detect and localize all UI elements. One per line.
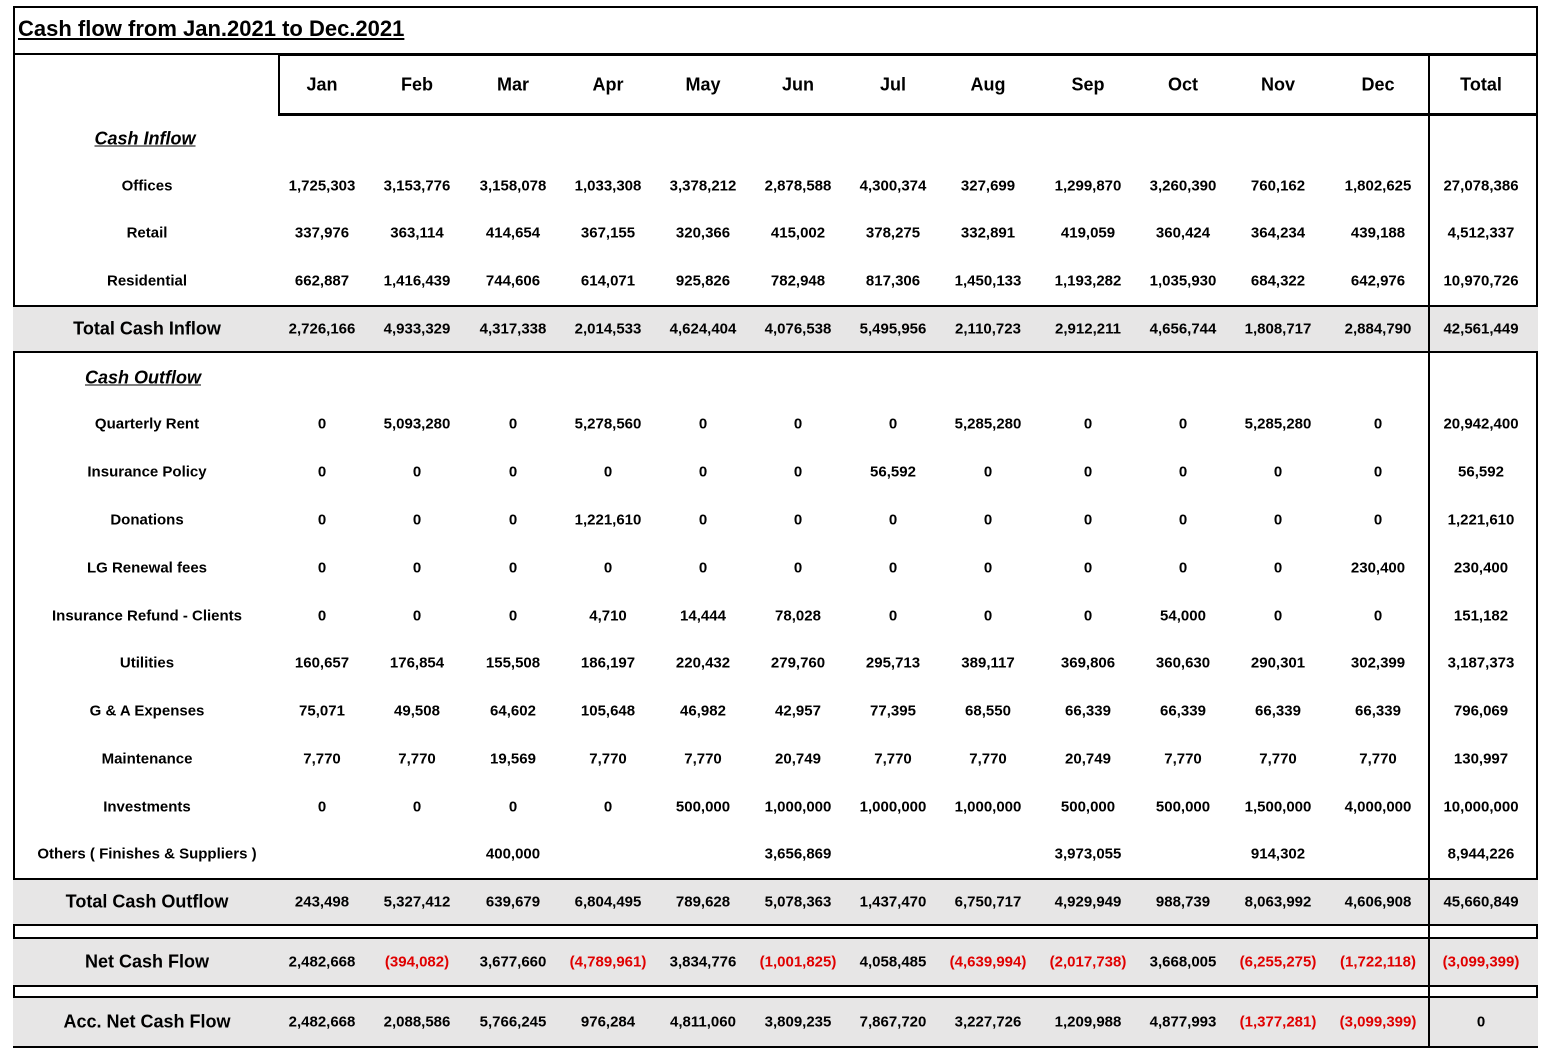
outflow-row-2-value-jul: 0 <box>888 511 898 529</box>
inflow-row-0-value-sep: 1,299,870 <box>1054 177 1122 195</box>
outflow-row-2-value-dec: 0 <box>1373 511 1383 529</box>
outflow-row-4-label: Insurance Refund - Clients <box>51 607 243 625</box>
outflow-row-1-value-dec: 0 <box>1373 463 1383 481</box>
outflow-row-0-value-jul: 0 <box>888 415 898 433</box>
outflow-row-3-value-mar: 0 <box>508 559 518 577</box>
inflow-row-0-value-oct: 3,260,390 <box>1149 177 1217 195</box>
inflow-row-1-value-jul: 378,275 <box>865 224 921 242</box>
outflow-row-0-label: Quarterly Rent <box>94 415 200 433</box>
outflow-row-9-value-mar: 400,000 <box>485 845 541 863</box>
inflow-row-2-value-jun: 782,948 <box>770 272 826 290</box>
net-cash-flow-value-apr: (4,789,961) <box>569 953 647 971</box>
total-cash-outflow-value-may: 789,628 <box>675 893 731 911</box>
outflow-row-9-value-sep: 3,973,055 <box>1054 845 1122 863</box>
month-header-nov: Nov <box>1260 74 1296 95</box>
outflow-row-7-value-jun: 20,749 <box>775 750 821 768</box>
total-cash-inflow-value-dec: 2,884,790 <box>1344 320 1412 338</box>
total-cash-inflow-total: 42,561,449 <box>1443 320 1519 338</box>
outflow-row-6-value-may: 46,982 <box>680 702 726 720</box>
outflow-row-4-value-dec: 0 <box>1373 607 1383 625</box>
net-cash-flow-value-nov: (6,255,275) <box>1239 953 1317 971</box>
inflow-row-1-value-jan: 337,976 <box>294 224 350 242</box>
outflow-row-1-value-oct: 0 <box>1178 463 1188 481</box>
outflow-row-1-value-feb: 0 <box>412 463 422 481</box>
inflow-row-0-value-apr: 1,033,308 <box>574 177 642 195</box>
acc-net-cash-flow-value-jan: 2,482,668 <box>288 1013 356 1031</box>
inflow-row-2-total: 10,970,726 <box>1443 272 1519 290</box>
net-cash-flow-value-may: 3,834,776 <box>669 953 737 971</box>
total-cash-outflow-value-jun: 5,078,363 <box>764 893 832 911</box>
month-header-aug: Aug <box>970 74 1006 95</box>
outflow-row-0-value-jan: 0 <box>317 415 327 433</box>
outflow-row-6-value-feb: 49,508 <box>394 702 440 720</box>
outflow-row-4-value-nov: 0 <box>1273 607 1283 625</box>
total-cash-outflow-value-sep: 4,929,949 <box>1054 893 1122 911</box>
outflow-row-3-value-nov: 0 <box>1273 559 1283 577</box>
inflow-row-0-value-jan: 1,725,303 <box>288 177 356 195</box>
net-cash-flow-value-aug: (4,639,994) <box>949 953 1027 971</box>
total-cash-outflow-value-feb: 5,327,412 <box>383 893 451 911</box>
inflow-row-2-label: Residential <box>106 272 188 290</box>
outflow-row-8-total: 10,000,000 <box>1443 798 1519 816</box>
inflow-row-1-value-feb: 363,114 <box>390 224 444 242</box>
inflow-row-0-label: Offices <box>121 177 173 195</box>
outflow-row-8-value-nov: 1,500,000 <box>1244 798 1312 816</box>
sheet-title: Cash flow from Jan.2021 to Dec.2021 <box>18 16 405 41</box>
inflow-row-2-value-mar: 744,606 <box>485 272 541 290</box>
acc-net-cash-flow-value-jul: 7,867,720 <box>859 1013 927 1031</box>
inflow-row-0-total: 27,078,386 <box>1443 177 1519 195</box>
inflow-row-1-value-sep: 419,059 <box>1060 224 1116 242</box>
outflow-row-6-value-apr: 105,648 <box>580 702 636 720</box>
outflow-row-9-value-nov: 914,302 <box>1250 845 1306 863</box>
outflow-row-8-value-may: 500,000 <box>675 798 731 816</box>
outflow-row-1-value-may: 0 <box>698 463 708 481</box>
outflow-row-1-value-sep: 0 <box>1083 463 1093 481</box>
outflow-row-2-value-jun: 0 <box>793 511 803 529</box>
outflow-row-0-value-apr: 5,278,560 <box>574 415 642 433</box>
outflow-row-3-value-sep: 0 <box>1083 559 1093 577</box>
total-header: Total <box>1460 74 1502 95</box>
outflow-row-5-value-sep: 369,806 <box>1060 654 1116 672</box>
month-header-dec: Dec <box>1361 74 1395 95</box>
outflow-row-6-value-sep: 66,339 <box>1065 702 1111 720</box>
outflow-row-7-value-sep: 20,749 <box>1065 750 1111 768</box>
outflow-row-4-value-sep: 0 <box>1083 607 1093 625</box>
outflow-row-4-value-feb: 0 <box>412 607 422 625</box>
month-header-may: May <box>685 74 721 95</box>
outflow-row-1-value-jun: 0 <box>793 463 803 481</box>
outflow-row-2-value-sep: 0 <box>1083 511 1093 529</box>
inflow-row-1-value-oct: 360,424 <box>1155 224 1211 242</box>
outflow-row-1-value-apr: 0 <box>603 463 613 481</box>
inflow-row-2-value-may: 925,826 <box>675 272 731 290</box>
outflow-row-2-value-nov: 0 <box>1273 511 1283 529</box>
month-header-apr: Apr <box>592 74 624 95</box>
outflow-row-3-total: 230,400 <box>1453 559 1509 577</box>
outflow-row-1-value-jan: 0 <box>317 463 327 481</box>
outflow-row-9-value-jun: 3,656,869 <box>764 845 832 863</box>
outflow-row-7-value-aug: 7,770 <box>969 750 1007 768</box>
outflow-row-6-value-dec: 66,339 <box>1355 702 1401 720</box>
outflow-row-0-value-may: 0 <box>698 415 708 433</box>
acc-net-cash-flow-value-aug: 3,227,726 <box>954 1013 1022 1031</box>
outflow-row-3-value-dec: 230,400 <box>1350 559 1406 577</box>
outflow-row-4-value-jul: 0 <box>888 607 898 625</box>
inflow-row-0-value-aug: 327,699 <box>960 177 1016 195</box>
outflow-row-3-value-jan: 0 <box>317 559 327 577</box>
total-cash-outflow-label: Total Cash Outflow <box>65 891 229 912</box>
acc-net-cash-flow-value-jun: 3,809,235 <box>764 1013 832 1031</box>
net-cash-flow-value-dec: (1,722,118) <box>1340 953 1416 971</box>
outflow-row-7-value-mar: 19,569 <box>490 750 536 768</box>
acc-net-cash-flow-label: Acc. Net Cash Flow <box>63 1011 231 1032</box>
month-header-oct: Oct <box>1167 74 1199 95</box>
outflow-row-8-value-aug: 1,000,000 <box>954 798 1022 816</box>
month-header-sep: Sep <box>1071 74 1105 95</box>
outflow-row-8-label: Investments <box>103 798 191 816</box>
outflow-row-7-value-jul: 7,770 <box>874 750 912 768</box>
outflow-row-1-value-aug: 0 <box>983 463 993 481</box>
outflow-row-6-value-oct: 66,339 <box>1160 702 1206 720</box>
outflow-row-7-value-jan: 7,770 <box>303 750 341 768</box>
outflow-row-8-value-jun: 1,000,000 <box>764 798 832 816</box>
outflow-row-3-value-apr: 0 <box>603 559 613 577</box>
inflow-row-1-value-aug: 332,891 <box>960 224 1016 242</box>
outflow-row-5-value-jan: 160,657 <box>294 654 350 672</box>
outflow-row-5-total: 3,187,373 <box>1447 654 1515 672</box>
inflow-row-2-value-jan: 662,887 <box>294 272 350 290</box>
outflow-row-3-value-aug: 0 <box>983 559 993 577</box>
net-cash-flow-label: Net Cash Flow <box>84 951 210 972</box>
outflow-row-4-total: 151,182 <box>1453 607 1509 625</box>
inflow-row-2-value-nov: 684,322 <box>1250 272 1306 290</box>
inflow-row-1-value-nov: 364,234 <box>1250 224 1306 242</box>
outflow-row-3-value-oct: 0 <box>1178 559 1188 577</box>
cash-inflow-heading: Cash Inflow <box>94 128 196 149</box>
outflow-row-8-value-dec: 4,000,000 <box>1344 798 1412 816</box>
outflow-row-8-value-jan: 0 <box>317 798 327 816</box>
total-cash-outflow-total: 45,660,849 <box>1443 893 1519 911</box>
outflow-row-7-total: 130,997 <box>1453 750 1509 768</box>
outflow-row-5-value-oct: 360,630 <box>1155 654 1211 672</box>
outflow-row-2-value-aug: 0 <box>983 511 993 529</box>
outflow-row-5-value-aug: 389,117 <box>961 654 1015 672</box>
outflow-row-4-value-oct: 54,000 <box>1160 607 1206 625</box>
outflow-row-2-value-apr: 1,221,610 <box>574 511 642 529</box>
outflow-row-2-value-feb: 0 <box>412 511 422 529</box>
outflow-row-0-value-jun: 0 <box>793 415 803 433</box>
total-cash-inflow-value-sep: 2,912,211 <box>1055 320 1121 338</box>
month-header-jan: Jan <box>306 74 338 95</box>
outflow-row-4-value-jan: 0 <box>317 607 327 625</box>
total-cash-inflow-value-aug: 2,110,723 <box>955 320 1021 338</box>
month-header-jul: Jul <box>879 74 907 95</box>
month-header-mar: Mar <box>496 74 530 95</box>
net-cash-flow-value-sep: (2,017,738) <box>1049 953 1127 971</box>
inflow-row-2-value-aug: 1,450,133 <box>954 272 1022 290</box>
outflow-row-3-value-jul: 0 <box>888 559 898 577</box>
outflow-row-5-value-feb: 176,854 <box>389 654 445 672</box>
inflow-row-2-value-sep: 1,193,282 <box>1054 272 1122 290</box>
outflow-row-9-total: 8,944,226 <box>1447 845 1515 863</box>
outflow-row-6-value-aug: 68,550 <box>965 702 1011 720</box>
outflow-row-5-value-may: 220,432 <box>675 654 731 672</box>
outflow-row-6-value-jan: 75,071 <box>299 702 345 720</box>
outflow-row-0-value-aug: 5,285,280 <box>954 415 1022 433</box>
total-cash-inflow-value-jan: 2,726,166 <box>288 320 356 338</box>
total-cash-outflow-value-nov: 8,063,992 <box>1244 893 1312 911</box>
outflow-row-0-value-dec: 0 <box>1373 415 1383 433</box>
outflow-row-4-value-jun: 78,028 <box>775 607 821 625</box>
total-cash-outflow-value-jan: 243,498 <box>294 893 350 911</box>
total-cash-outflow-value-apr: 6,804,495 <box>574 893 642 911</box>
outflow-row-5-value-jul: 295,713 <box>865 654 921 672</box>
acc-net-cash-flow-value-nov: (1,377,281) <box>1239 1013 1317 1031</box>
outflow-row-8-value-sep: 500,000 <box>1060 798 1116 816</box>
acc-net-cash-flow-value-feb: 2,088,586 <box>383 1013 451 1031</box>
inflow-row-2-value-feb: 1,416,439 <box>383 272 451 290</box>
outflow-row-4-value-apr: 4,710 <box>589 607 627 625</box>
month-header-jun: Jun <box>781 74 815 95</box>
outflow-row-0-value-sep: 0 <box>1083 415 1093 433</box>
outflow-row-1-value-jul: 56,592 <box>870 463 916 481</box>
inflow-row-0-value-dec: 1,802,625 <box>1344 177 1412 195</box>
month-header-box <box>278 54 1538 116</box>
outflow-row-8-value-feb: 0 <box>412 798 422 816</box>
inflow-row-0-value-jun: 2,878,588 <box>764 177 832 195</box>
total-cash-inflow-value-feb: 4,933,329 <box>383 320 451 338</box>
total-cash-inflow-value-may: 4,624,404 <box>669 320 737 338</box>
inflow-row-1-value-mar: 414,654 <box>485 224 541 242</box>
outflow-row-7-value-apr: 7,770 <box>589 750 627 768</box>
acc-net-cash-flow-value-sep: 1,209,988 <box>1054 1013 1122 1031</box>
outflow-row-5-value-nov: 290,301 <box>1250 654 1306 672</box>
inflow-row-0-value-may: 3,378,212 <box>669 177 737 195</box>
outflow-row-1-label: Insurance Policy <box>87 463 207 481</box>
total-cash-inflow-value-nov: 1,808,717 <box>1244 320 1312 338</box>
outflow-row-8-value-apr: 0 <box>603 798 613 816</box>
outflow-row-3-value-feb: 0 <box>412 559 422 577</box>
outflow-row-8-value-jul: 1,000,000 <box>859 798 927 816</box>
outflow-row-1-value-nov: 0 <box>1273 463 1283 481</box>
outflow-row-5-label: Utilities <box>119 654 175 672</box>
outflow-row-2-value-oct: 0 <box>1178 511 1188 529</box>
outflow-row-6-value-nov: 66,339 <box>1255 702 1301 720</box>
total-cash-inflow-value-mar: 4,317,338 <box>479 320 547 338</box>
outflow-row-7-value-feb: 7,770 <box>398 750 436 768</box>
net-cash-flow-value-feb: (394,082) <box>384 953 450 971</box>
outflow-row-5-value-mar: 155,508 <box>485 654 541 672</box>
total-cash-inflow-label: Total Cash Inflow <box>73 318 221 339</box>
outflow-row-6-total: 796,069 <box>1453 702 1509 720</box>
inflow-row-1-value-may: 320,366 <box>675 224 731 242</box>
inflow-row-1-value-dec: 439,188 <box>1350 224 1406 242</box>
outflow-row-7-value-dec: 7,770 <box>1359 750 1397 768</box>
outflow-row-3-value-may: 0 <box>698 559 708 577</box>
total-column-divider <box>1428 54 1430 1048</box>
total-cash-inflow-value-oct: 4,656,744 <box>1149 320 1217 338</box>
outflow-row-7-label: Maintenance <box>101 750 193 768</box>
inflow-row-0-value-nov: 760,162 <box>1250 177 1306 195</box>
outflow-row-5-value-apr: 186,197 <box>580 654 636 672</box>
outflow-row-0-total: 20,942,400 <box>1443 415 1519 433</box>
outflow-row-8-value-mar: 0 <box>508 798 518 816</box>
outflow-row-8-value-oct: 500,000 <box>1155 798 1211 816</box>
inflow-row-2-value-oct: 1,035,930 <box>1149 272 1217 290</box>
outflow-row-7-value-nov: 7,770 <box>1259 750 1297 768</box>
total-cash-outflow-value-oct: 988,739 <box>1155 893 1211 911</box>
outflow-row-0-value-nov: 5,285,280 <box>1244 415 1312 433</box>
outflow-row-7-value-oct: 7,770 <box>1164 750 1202 768</box>
total-cash-outflow-value-mar: 639,679 <box>485 893 541 911</box>
outflow-row-6-value-jun: 42,957 <box>775 702 821 720</box>
outflow-row-2-label: Donations <box>110 511 184 529</box>
net-cash-flow-value-jul: 4,058,485 <box>859 953 927 971</box>
outflow-row-5-value-jun: 279,760 <box>770 654 826 672</box>
net-cash-flow-value-oct: 3,668,005 <box>1149 953 1217 971</box>
outflow-row-2-total: 1,221,610 <box>1447 511 1515 529</box>
acc-net-cash-flow-value-oct: 4,877,993 <box>1149 1013 1217 1031</box>
inflow-row-0-value-jul: 4,300,374 <box>859 177 927 195</box>
outflow-row-3-value-jun: 0 <box>793 559 803 577</box>
net-cash-flow-value-jan: 2,482,668 <box>288 953 356 971</box>
outflow-row-0-value-mar: 0 <box>508 415 518 433</box>
outflow-row-4-value-mar: 0 <box>508 607 518 625</box>
net-cash-flow-total: (3,099,399) <box>1442 953 1520 971</box>
outflow-row-6-label: G & A Expenses <box>89 702 205 720</box>
outflow-row-4-value-aug: 0 <box>983 607 993 625</box>
outflow-row-2-value-jan: 0 <box>317 511 327 529</box>
acc-net-cash-flow-value-dec: (3,099,399) <box>1339 1013 1417 1031</box>
outflow-row-0-value-feb: 5,093,280 <box>383 415 451 433</box>
outflow-row-9-label: Others ( Finishes & Suppliers ) <box>37 845 257 863</box>
outflow-row-4-value-may: 14,444 <box>680 607 726 625</box>
inflow-row-2-value-apr: 614,071 <box>580 272 636 290</box>
acc-net-cash-flow-value-mar: 5,766,245 <box>479 1013 547 1031</box>
outflow-row-2-value-mar: 0 <box>508 511 518 529</box>
outflow-row-3-label: LG Renewal fees <box>86 559 208 577</box>
total-cash-inflow-value-apr: 2,014,533 <box>574 320 642 338</box>
acc-net-cash-flow-value-apr: 976,284 <box>580 1013 636 1031</box>
outflow-row-2-value-may: 0 <box>698 511 708 529</box>
outflow-row-6-value-jul: 77,395 <box>870 702 916 720</box>
outflow-row-6-value-mar: 64,602 <box>490 702 536 720</box>
inflow-row-0-value-feb: 3,153,776 <box>383 177 451 195</box>
outflow-row-7-value-may: 7,770 <box>684 750 722 768</box>
inflow-row-2-value-dec: 642,976 <box>1350 272 1406 290</box>
inflow-row-0-value-mar: 3,158,078 <box>479 177 547 195</box>
outflow-row-0-value-oct: 0 <box>1178 415 1188 433</box>
outflow-row-1-total: 56,592 <box>1458 463 1504 481</box>
total-cash-outflow-value-aug: 6,750,717 <box>954 893 1022 911</box>
inflow-row-1-value-jun: 415,002 <box>770 224 826 242</box>
total-cash-inflow-value-jun: 4,076,538 <box>764 320 832 338</box>
outflow-row-1-value-mar: 0 <box>508 463 518 481</box>
net-cash-flow-value-mar: 3,677,660 <box>479 953 547 971</box>
total-cash-outflow-value-jul: 1,437,470 <box>859 893 927 911</box>
acc-net-cash-flow-value-may: 4,811,060 <box>670 1013 736 1031</box>
inflow-row-2-value-jul: 817,306 <box>865 272 921 290</box>
outflow-row-5-value-dec: 302,399 <box>1350 654 1406 672</box>
inflow-row-1-total: 4,512,337 <box>1447 224 1515 242</box>
inflow-row-1-label: Retail <box>126 224 168 242</box>
month-header-feb: Feb <box>400 74 434 95</box>
inflow-row-1-value-apr: 367,155 <box>580 224 636 242</box>
acc-net-cash-flow-total: 0 <box>1476 1013 1486 1031</box>
net-cash-flow-value-jun: (1,001,825) <box>759 953 837 971</box>
total-cash-outflow-value-dec: 4,606,908 <box>1344 893 1412 911</box>
cash-outflow-heading: Cash Outflow <box>85 367 201 388</box>
total-cash-inflow-value-jul: 5,495,956 <box>859 320 927 338</box>
